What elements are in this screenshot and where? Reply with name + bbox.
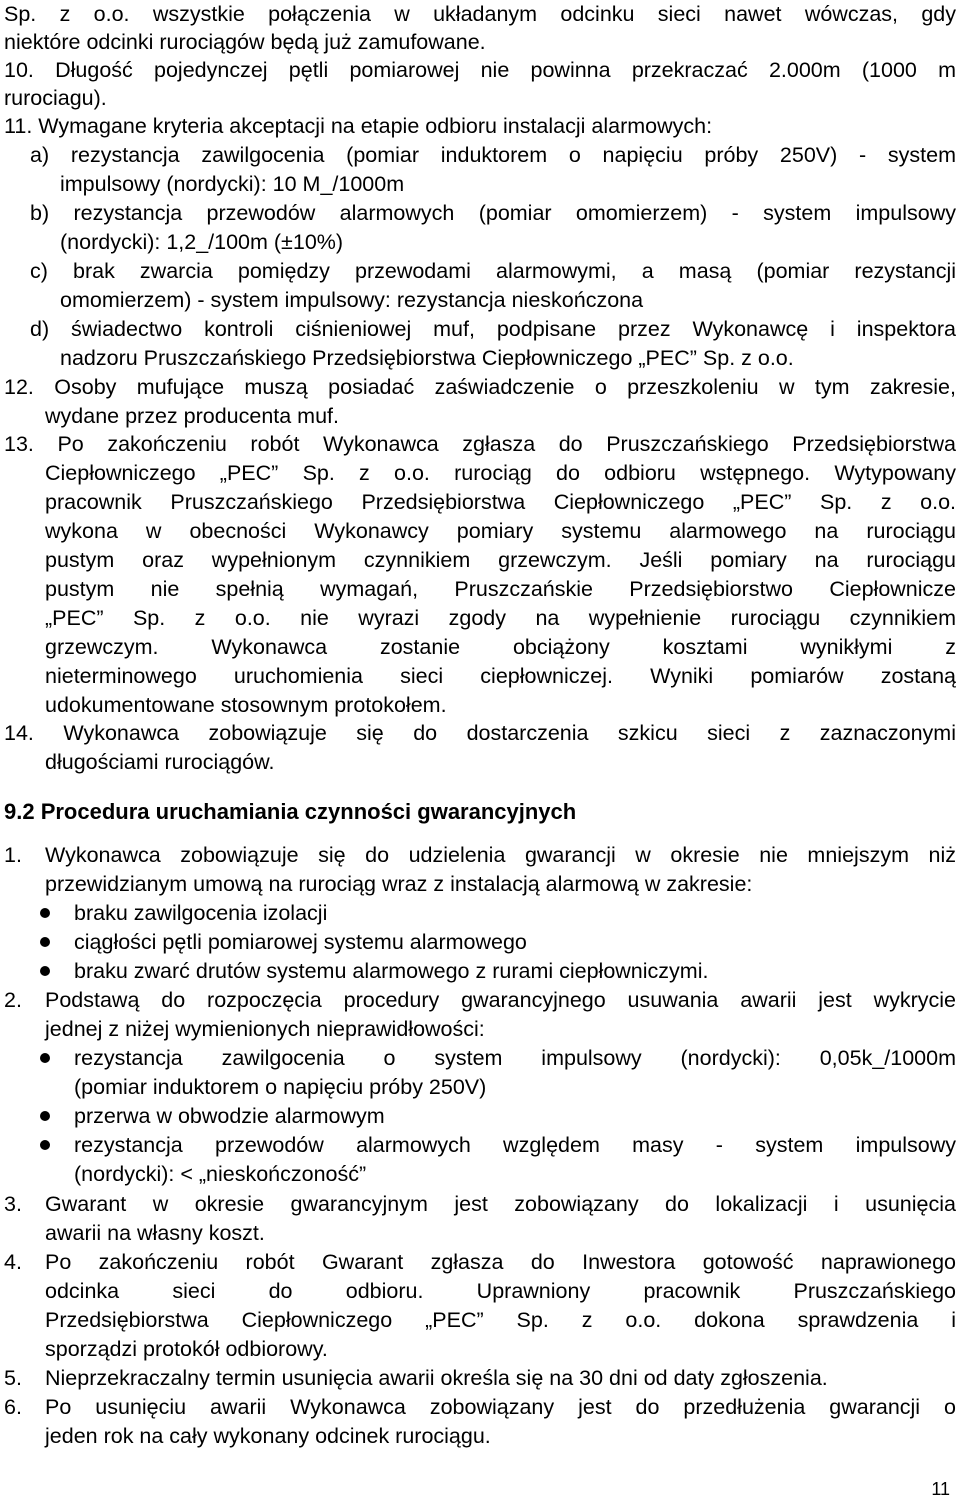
list-number: 5. bbox=[4, 1366, 22, 1390]
text-line: odcinka sieci do odbioru. Uprawniony pracownik Pruszczańskiego bbox=[45, 1279, 956, 1303]
text-line: rezystancja przewodów alarmowych względem masy - system impulsowy bbox=[74, 1133, 956, 1157]
text-line: Podstawą do rozpoczęcia procedury gwarancyjnego usuwania awarii jest wykrycie bbox=[45, 988, 956, 1012]
text-line: Ciepłowniczego „PEC” Sp. z o.o. rurociąg do odbioru wstępnego. Wytypowany bbox=[45, 461, 956, 485]
text-line: przerwa w obwodzie alarmowym bbox=[74, 1104, 385, 1128]
text-line: udokumentowane stosownym protokołem. bbox=[45, 693, 447, 717]
list-number: 4. bbox=[4, 1250, 22, 1274]
list-number: 2. bbox=[4, 988, 22, 1012]
text-line: „PEC” Sp. z o.o. nie wyrazi zgody na wypełnienie rurociągu czynnikiem bbox=[45, 606, 956, 630]
text-line: Po zakończeniu robót Gwarant zgłasza do Inwestora gotowość naprawionego bbox=[45, 1250, 956, 1274]
text-line: sporządzi protokół odbiorowy. bbox=[45, 1337, 328, 1361]
text-line: (pomiar induktorem o napięciu próby 250V) bbox=[74, 1075, 487, 1099]
text-line: Gwarant w okresie gwarancyjnym jest zobowiązany do lokalizacji i usunięcia bbox=[45, 1192, 956, 1216]
bullet-icon bbox=[40, 1111, 50, 1121]
bullet-icon bbox=[40, 1140, 50, 1150]
text-line: Przedsiębiorstwa Ciepłowniczego „PEC” Sp. z o.o. dokona sprawdzenia i bbox=[45, 1308, 956, 1332]
text-line: d) świadectwo kontroli ciśnieniowej muf, podpisane przez Wykonawcę i inspektora bbox=[30, 317, 956, 341]
text-line: impulsowy (nordycki): 10 M_/1000m bbox=[60, 172, 405, 196]
text-line: (nordycki): 1,2_/100m (±10%) bbox=[60, 230, 344, 254]
text-line: b) rezystancja przewodów alarmowych (pomiar omomierzem) - system impulsowy bbox=[30, 201, 956, 225]
text-line: przewidzianym umową na rurociąg wraz z instalacją alarmową w zakresie: bbox=[45, 872, 753, 896]
list-number: 3. bbox=[4, 1192, 22, 1216]
text-line: grzewczym. Wykonawca zostanie obciążony kosztami wynikłymi z bbox=[45, 635, 956, 659]
text-line: nieterminowego uruchomienia sieci ciepłowniczej. Wyniki pomiarów zostaną bbox=[45, 664, 956, 688]
text-line: 10. Długość pojedynczej pętli pomiarowej nie powinna przekraczać 2.000m (1000 m bbox=[4, 58, 956, 82]
text-line: 11. Wymagane kryteria akceptacji na etapie odbioru instalacji alarmowych: bbox=[4, 114, 713, 138]
text-line: niektóre odcinki rurociągów będą już zamufowane. bbox=[4, 30, 486, 54]
text-line: jednej z niżej wymienionych nieprawidłowości: bbox=[45, 1017, 485, 1041]
text-line: 14. Wykonawca zobowiązuje się do dostarczenia szkicu sieci z zaznaczonymi bbox=[4, 721, 956, 745]
text-line: braku zawilgocenia izolacji bbox=[74, 901, 328, 925]
text-line: wykona w obecności Wykonawcy pomiary systemu alarmowego na rurociągu bbox=[45, 519, 956, 543]
page-number: 11 bbox=[931, 1479, 950, 1499]
text-line: awarii na własny koszt. bbox=[45, 1221, 265, 1245]
text-line: rurociagu). bbox=[4, 86, 107, 110]
list-number: 1. bbox=[4, 843, 22, 867]
text-line: ciągłości pętli pomiarowej systemu alarmowego bbox=[74, 930, 527, 954]
text-line: pustym oraz wypełnionym czynnikiem grzewczym. Jeśli pomiary na rurociągu bbox=[45, 548, 956, 572]
text-line: 12. Osoby mufujące muszą posiadać zaświadczenie o przeszkoleniu w tym zakresie, bbox=[4, 375, 956, 399]
text-line: (nordycki): < „nieskończoność” bbox=[74, 1162, 367, 1186]
section-heading: 9.2 Procedura uruchamiania czynności gwarancyjnych bbox=[4, 799, 577, 824]
text-line: Nieprzekraczalny termin usunięcia awarii określa się na 30 dni od daty zgłoszenia. bbox=[45, 1366, 828, 1390]
text-line: Sp. z o.o. wszystkie połączenia w układanym odcinku sieci nawet wówczas, gdy bbox=[4, 2, 956, 26]
bullet-icon bbox=[40, 966, 50, 976]
bullet-icon bbox=[40, 1053, 50, 1063]
text-line: wydane przez producenta muf. bbox=[45, 404, 339, 428]
text-line: a) rezystancja zawilgocenia (pomiar induktorem o napięciu próby 250V) - system bbox=[30, 143, 956, 167]
text-line: pracownik Pruszczańskiego Przedsiębiorstwa Ciepłowniczego „PEC” Sp. z o.o. bbox=[45, 490, 956, 514]
bullet-icon bbox=[40, 908, 50, 918]
text-line: Po usunięciu awarii Wykonawca zobowiązany jest do przedłużenia gwarancji o bbox=[45, 1395, 956, 1419]
text-line: długościami rurociągów. bbox=[45, 750, 275, 774]
text-line: rezystancja zawilgocenia o system impulsowy (nordycki): 0,05k_/1000m bbox=[74, 1046, 956, 1070]
text-line: c) brak zwarcia pomiędzy przewodami alarmowymi, a masą (pomiar rezystancji bbox=[30, 259, 956, 283]
list-number: 6. bbox=[4, 1395, 22, 1419]
text-line: 13. Po zakończeniu robót Wykonawca zgłasza do Pruszczańskiego Przedsiębiorstwa bbox=[4, 432, 956, 456]
text-line: jeden rok na cały wykonany odcinek rurociągu. bbox=[45, 1424, 491, 1448]
text-line: nadzoru Pruszczańskiego Przedsiębiorstwa Ciepłowniczego „PEC” Sp. z o.o. bbox=[60, 346, 794, 370]
bullet-icon bbox=[40, 937, 50, 947]
text-line: pustym nie spełnią wymagań, Pruszczańskie Przedsiębiorstwo Ciepłownicze bbox=[45, 577, 956, 601]
text-line: omomierzem) - system impulsowy: rezystancja nieskończona bbox=[60, 288, 644, 312]
text-line: braku zwarć drutów systemu alarmowego z rurami ciepłowniczymi. bbox=[74, 959, 709, 983]
text-line: Wykonawca zobowiązuje się do udzielenia gwarancji w okresie nie mniejszym niż bbox=[45, 843, 956, 867]
